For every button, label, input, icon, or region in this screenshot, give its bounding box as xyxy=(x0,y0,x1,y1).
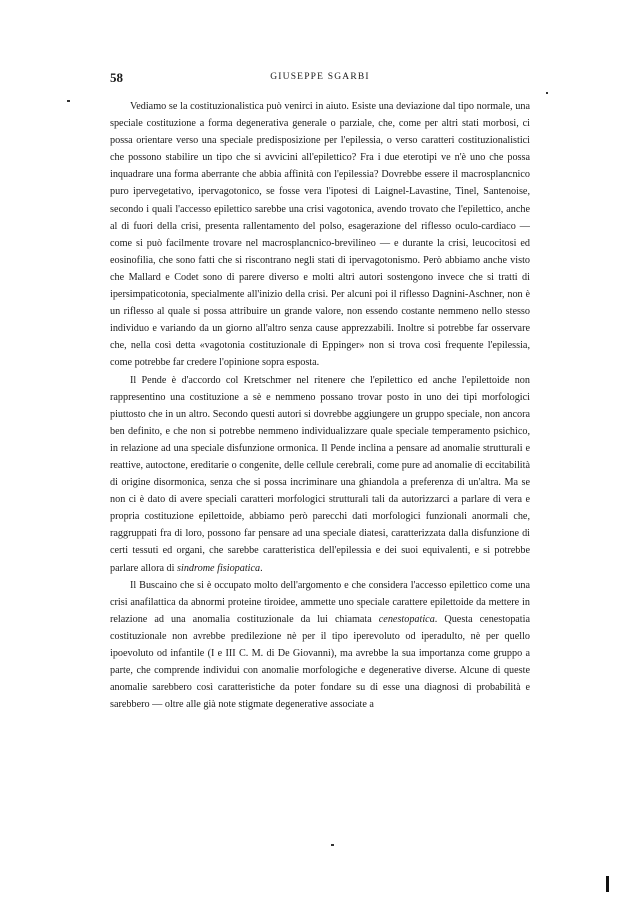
body-text xyxy=(110,98,530,713)
paragraph-1: Vediamo se la costituzionalistica può venirci in aiuto. Esiste una deviazione dal tipo normale, una speciale costituzione a forma degenerativa generale o parziale, che, come per altri stati morbosi, ci possa orientare verso una speciale predisposizione per l'epilessia, o verso caratteri costituzionalistici che possono stabilire un tipo che si avvicini all'epilettico? Fra i due eterotipi ve n'è uno che possa inquadrare una forma aberrante che abbia affinità con l'epilessia? Dovrebbe essere il macrosplancnico puro ipervegetativo, ipervagotonico, se fosse vera l'ipotesi di Laignel-Lavastine, Tinel, Santenoise, secondo i quali l'accesso epilettico sarebbe una crisi vagotonica, avendo trovato che l'epilettico, anche al di fuori della crisi, presenta rallentamento del polso, esagerazione del riflesso oculo-cardiaco — come si può facilmente trovare nel macrosplancnico-brevilineo — e durante la crisi, leucocitosi ed eosinofilia, che sono fatti che si riscontrano negli stati di ipervagotonismo. Però abbiamo anche visto che Mallard e Codet sono di parere diverso e molti altri autori sostengono invece che si tratti di ipersimpaticotonia, specialmente all'inizio della crisi. Per alcuni poi il riflesso Dagnini-Aschner, non è un riflesso al quale si possa attribuire un grande valore, non essendo costante nemmeno nello stesso individuo e variando da un giorno all'altro senza cause apprezzabili. Inoltre si potrebbe far osservare che, nella così detta «vagotonia costituzionale di Eppinger» non si trova così frequente l'epilessia, come potrebbe far credere l'opinione sopra esposta. xyxy=(110,101,530,369)
paragraph-2-emphasis: sindrome fisiopatica xyxy=(177,562,261,574)
paragraph-2 xyxy=(110,372,530,577)
running-head: GIUSEPPE SGARBI xyxy=(270,72,370,82)
page-number: 58 xyxy=(110,70,123,85)
paragraph-2-text: Il Pende è d'accordo col Kretschmer nel ritenere che l'epilettico ed anche l'epilettoide non rappresentino una costituzione a sè e nemmeno possano trovar posto in uno dei tipi morfologici piuttosto che in un altro. Secondo questi autori si dovrebbe aggiungere un gruppo speciale, non ancora ben definito, e che non si potrebbe nemmeno individualizzare quale speciale temperamento psichico, in relazione ad una speciale disfunzione ormonica. Il Pende inclina a pensare ad anomalie strutturali e reattive, autoctone, ereditarie o congenite, delle cellule cerebrali, come pure ad anomalie di eccitabilità di origine disormonica, senza che si possa incriminare una ghiandola a preferenza di un'altra. Ma se non ci è dato di avere speciali caratteri morfologici strutturali tali da autorizzarci a parlare di vera e propria costituzione epilettoide, abbiamo però parecchi dati morfologici funzionali anormali che, raggruppati fra di loro, possono far pensare ad una speciale diatesi, caratterizzata dalla disfunzione di certi tessuti ed organi, che sarebbe caratteristica dell'epilessia e dei suoi equivalenti, e si potrebbe parlare allora di xyxy=(110,374,530,574)
scan-speck xyxy=(331,844,334,846)
paragraph-3-text: Il Buscaino che si è occupato molto dell'argomento e che considera l'accesso epilettico come una crisi anafilattica da abnormi proteine tiroidee, ammette uno speciale carattere epilettoide da mettere in relazione ad una anomalia costituzionale da lui chiamata xyxy=(110,579,530,625)
paragraph-3-emphasis: cenestopatica xyxy=(378,613,435,625)
paragraph-3-end: . Questa cenestopatia costituzionale non avrebbe predilezione nè per il tipo iperevoluto od iperadulto, nè per quello ipoevoluto od infantile (I e III C. M. di De Giovanni), ma avrebbe la sua importanza come gruppo a parte, che comprende individui con anomalie morfologiche e degenerative diverse. Alcune di queste anomalie sarebbero così caratteristiche da poter fondare su di esse una diagnosi di probabilità e sarebbero — oltre alle già note stigmate degenerative associate a xyxy=(110,613,530,711)
scan-speck xyxy=(67,100,70,102)
page-header xyxy=(110,70,530,86)
paragraph-2-end: . xyxy=(260,562,263,574)
scan-edge-mark xyxy=(606,876,609,892)
scan-speck xyxy=(546,92,548,94)
paragraph-3 xyxy=(110,577,530,714)
